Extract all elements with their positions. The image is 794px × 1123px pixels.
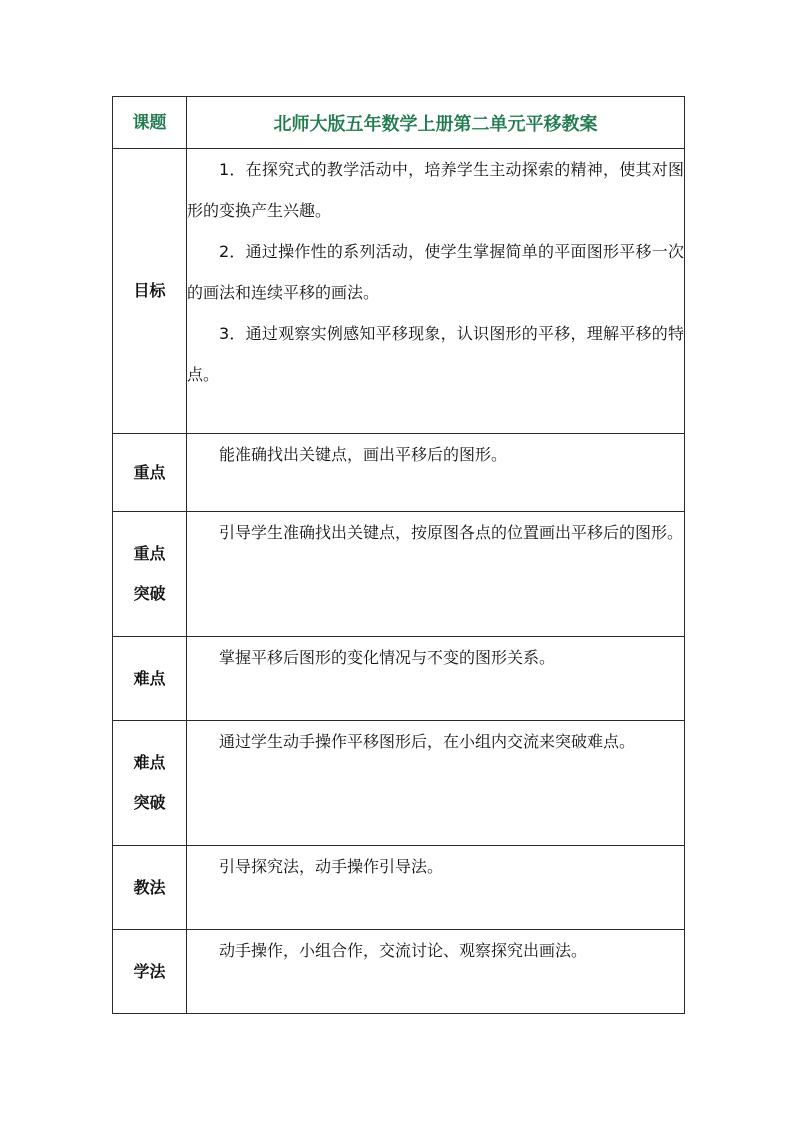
difficulty-label <box>113 637 187 721</box>
difficulty-content <box>187 637 685 721</box>
row-difficulty <box>113 637 685 721</box>
learning-method-label <box>113 930 187 1014</box>
key-point-content <box>187 434 685 512</box>
topic-label <box>113 97 187 149</box>
difficulty-breakthrough-label-line1: 难点 <box>133 753 166 772</box>
difficulty-breakthrough-text: 通过学生动手操作平移图形后，在小组内交流来突破难点。 <box>219 732 636 751</box>
row-key-breakthrough <box>113 512 685 637</box>
lesson-plan-table <box>112 96 685 1014</box>
difficulty-breakthrough-label-line2: 突破 <box>133 793 166 812</box>
learning-method-content <box>187 930 685 1014</box>
row-key-point <box>113 434 685 512</box>
learning-method-label-text: 学法 <box>133 961 166 981</box>
key-point-label <box>113 434 187 512</box>
key-breakthrough-label <box>113 512 187 637</box>
row-teaching-method <box>113 846 685 930</box>
row-learning-method <box>113 930 685 1014</box>
row-difficulty-breakthrough <box>113 721 685 846</box>
objectives-content <box>187 149 685 434</box>
objective-item: 3．通过观察实例感知平移现象，认识图形的平移，理解平移的特点。 <box>187 324 684 384</box>
teaching-method-label-text: 教法 <box>133 877 166 897</box>
key-point-text: 能准确找出关键点，画出平移后的图形。 <box>219 445 508 464</box>
teaching-method-content <box>187 846 685 930</box>
teaching-method-text: 引导探究法，动手操作引导法。 <box>219 857 444 876</box>
objectives-label-text: 目标 <box>133 281 166 300</box>
lesson-title: 北师大版五年数学上册第二单元平移教案 <box>187 97 685 149</box>
row-objectives <box>113 149 685 434</box>
difficulty-breakthrough-content <box>187 721 685 846</box>
difficulty-breakthrough-label <box>113 721 187 846</box>
key-breakthrough-text: 引导学生准确找出关键点，按原图各点的位置画出平移后的图形。 <box>219 523 684 542</box>
key-breakthrough-content <box>187 512 685 637</box>
difficulty-label-text: 难点 <box>133 668 166 688</box>
learning-method-text: 动手操作，小组合作，交流讨论、观察探究出画法。 <box>219 941 588 960</box>
objectives-label <box>113 149 187 434</box>
key-breakthrough-label-line1: 重点 <box>133 544 166 563</box>
row-topic <box>113 97 685 149</box>
difficulty-text: 掌握平移后图形的变化情况与不变的图形关系。 <box>219 648 556 667</box>
objective-item: 1．在探究式的教学活动中，培养学生主动探索的精神，使其对图形的变换产生兴趣。 <box>187 160 684 220</box>
topic-label-text: 课题 <box>132 112 167 133</box>
key-breakthrough-label-line2: 突破 <box>133 584 166 603</box>
key-point-label-text: 重点 <box>133 462 166 482</box>
teaching-method-label <box>113 846 187 930</box>
objective-item: 2．通过操作性的系列活动，使学生掌握简单的平面图形平移一次的画法和连续平移的画法。 <box>187 242 684 302</box>
